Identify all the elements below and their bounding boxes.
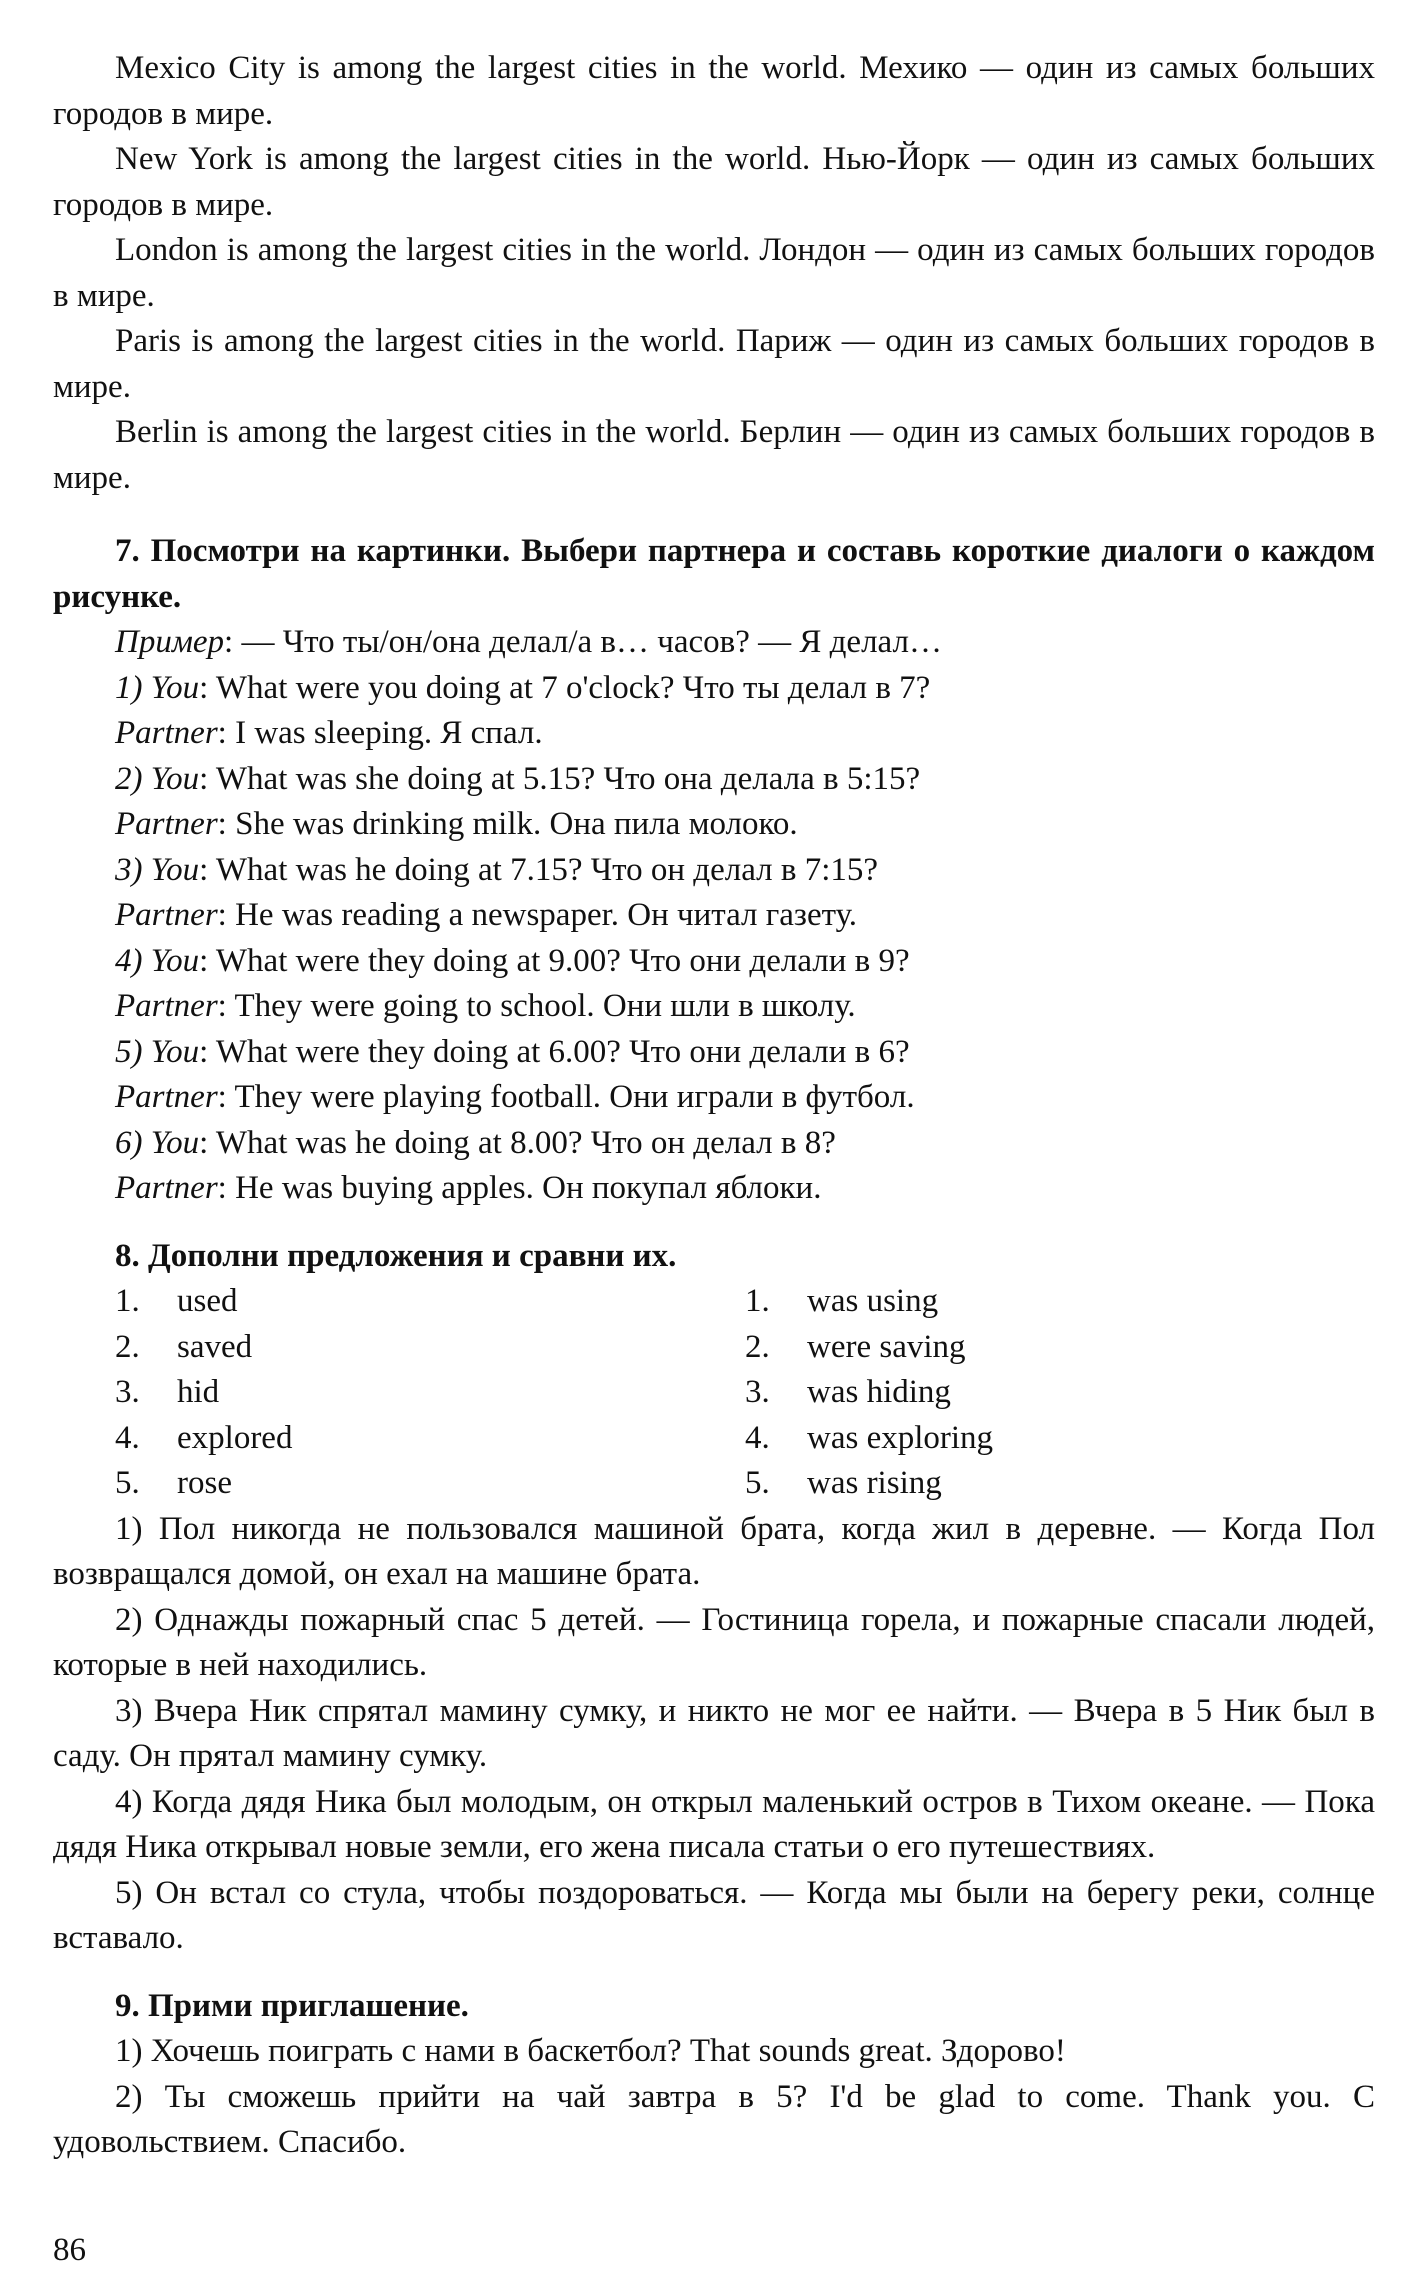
- line-text: : He was buying apples. Он покупал яблоки.: [217, 1170, 822, 1206]
- item-word: was exploring: [807, 1419, 994, 1456]
- answer-item: [745, 1461, 1375, 1507]
- dialogue-line: [53, 1166, 1375, 1212]
- line-text: : They were playing football. Они играли в футбол.: [217, 1079, 915, 1115]
- line-text: : What was he doing at 8.00? Что он делал в 8?: [199, 1124, 836, 1161]
- item-number: 3.: [115, 1374, 140, 1410]
- item-number: 5.: [745, 1465, 770, 1501]
- dialogue-line: [53, 1075, 1375, 1121]
- line-text: : What was she doing at 5.15? Что она делала в 5:15?: [199, 760, 921, 797]
- paragraph: 1) Хочешь поиграть с нами в баскетбол? That sounds great. Здорово!: [115, 2033, 1066, 2069]
- answer-item: [115, 1461, 745, 1507]
- paragraph: 2) Ты сможешь прийти на чай завтра в 5? I'd be glad to come. Thank you. С удовольствием. Спасибо.: [53, 2078, 1375, 2160]
- dialogue-line: [53, 802, 1375, 848]
- answer-column-right: [745, 1279, 1375, 1507]
- answer-item: [745, 1279, 1375, 1325]
- answer-columns: [115, 1279, 1375, 1507]
- line-label: 1) You: [115, 669, 200, 706]
- item-word: explored: [177, 1419, 293, 1456]
- line-text: : What were they doing at 6.00? Что они делали в 6?: [199, 1033, 910, 1070]
- line-text: : What was he doing at 7.15? Что он делал в 7:15?: [199, 851, 879, 888]
- answer-item: [115, 1416, 745, 1462]
- line-label: Partner: [115, 1170, 218, 1206]
- line-label: 6) You: [115, 1124, 200, 1161]
- example-line: [53, 620, 1375, 666]
- answer-item: [115, 1279, 745, 1325]
- line-label: Пример: [115, 624, 225, 660]
- paragraph: 2) Однажды пожарный спас 5 детей. — Гостиница горела, и пожарные спасали людей, которые в ней находились.: [53, 1601, 1375, 1683]
- paragraph: Mexico City is among the largest cities in the world. Мехико — один из самых больших городов в мире.: [53, 50, 1375, 132]
- item-word: rose: [177, 1465, 232, 1501]
- page-number: 86: [53, 2232, 86, 2268]
- line-text: : — Что ты/он/она делал/а в… часов? — Я делал…: [224, 624, 942, 660]
- line-text: : What were they doing at 9.00? Что они делали в 9?: [199, 942, 910, 979]
- dialogue-line: [53, 893, 1375, 939]
- item-word: saved: [177, 1328, 253, 1365]
- item-word: were saving: [807, 1328, 966, 1365]
- paragraph: 4) Когда дядя Ника был молодым, он открыл маленький остров в Тихом океане. — Пока дядя Ника открывал новые земли, его жена писала статьи о его путешествиях.: [53, 1783, 1375, 1865]
- line-label: Partner: [115, 1079, 218, 1115]
- line-label: Partner: [115, 715, 218, 751]
- item-number: 2.: [115, 1328, 140, 1365]
- line-text: : They were going to school. Они шли в школу.: [217, 988, 856, 1024]
- item-number: 1.: [745, 1283, 770, 1319]
- intro-section: [53, 46, 1375, 501]
- dialogue-line: [53, 984, 1375, 1030]
- dialogue-line: [53, 1121, 1375, 1167]
- paragraph: 5) Он встал со стула, чтобы поздороваться. — Когда мы были на берегу реки, солнце вставало.: [53, 1874, 1375, 1956]
- line-label: Partner: [115, 988, 218, 1024]
- answer-column-left: [115, 1279, 745, 1507]
- dialogue-line: [53, 666, 1375, 712]
- paragraph: New York is among the largest cities in the world. Нью-Йорк — один из самых больших городов в мире.: [53, 141, 1375, 223]
- item-number: 2.: [745, 1328, 770, 1365]
- dialogue-line: [53, 757, 1375, 803]
- exercise-heading: 8. Дополни предложения и сравни их.: [115, 1237, 677, 1274]
- paragraph: Berlin is among the largest cities in the world. Берлин — один из самых больших городов в мире.: [53, 414, 1375, 496]
- exercise-7: [53, 529, 1375, 1212]
- item-word: hid: [177, 1374, 220, 1410]
- line-label: 4) You: [115, 942, 200, 979]
- line-label: 2) You: [115, 760, 200, 797]
- line-label: 5) You: [115, 1033, 200, 1070]
- item-word: was hiding: [807, 1374, 951, 1410]
- paragraph: London is among the largest cities in the world. Лондон — один из самых больших городов в мире.: [53, 232, 1375, 314]
- item-word: used: [177, 1283, 238, 1319]
- line-text: : She was drinking milk. Она пила молоко.: [217, 806, 798, 842]
- line-text: : What were you doing at 7 o'clock? Что ты делал в 7?: [199, 669, 931, 706]
- answer-item: [745, 1325, 1375, 1371]
- item-number: 5.: [115, 1465, 140, 1501]
- item-number: 1.: [115, 1283, 140, 1319]
- line-text: : I was sleeping. Я спал.: [217, 715, 543, 751]
- dialogue-line: [53, 1030, 1375, 1076]
- page-content: [53, 46, 1375, 2166]
- exercise-heading: 9. Прими приглашение.: [115, 1987, 469, 2024]
- item-number: 4.: [745, 1419, 770, 1456]
- paragraph: Paris is among the largest cities in the world. Париж — один из самых больших городов в мире.: [53, 323, 1375, 405]
- line-label: Partner: [115, 897, 218, 933]
- line-label: Partner: [115, 806, 218, 842]
- paragraph: 1) Пол никогда не пользовался машиной брата, когда жил в деревне. — Когда Пол возвращался домой, он ехал на машине брата.: [53, 1510, 1375, 1592]
- dialogue-line: [53, 939, 1375, 985]
- answer-item: [115, 1325, 745, 1371]
- paragraph: 3) Вчера Ник спрятал мамину сумку, и никто не мог ее найти. — Вчера в 5 Ник был в саду. Он прятал мамину сумку.: [53, 1692, 1375, 1774]
- answer-item: [115, 1370, 745, 1416]
- dialogue-line: [53, 848, 1375, 894]
- item-word: was using: [807, 1283, 939, 1319]
- answer-item: [745, 1370, 1375, 1416]
- item-number: 4.: [115, 1419, 140, 1456]
- exercise-9: [53, 1984, 1375, 2166]
- exercise-8: [53, 1234, 1375, 1962]
- exercise-heading: 7. Посмотри на картинки. Выбери партнера и составь короткие диалоги о каждом рисунке.: [53, 533, 1375, 615]
- line-text: : He was reading a newspaper. Он читал газету.: [217, 897, 858, 933]
- item-word: was rising: [807, 1465, 942, 1501]
- line-label: 3) You: [115, 851, 200, 888]
- dialogue-line: [53, 711, 1375, 757]
- answer-item: [745, 1416, 1375, 1462]
- item-number: 3.: [745, 1374, 770, 1410]
